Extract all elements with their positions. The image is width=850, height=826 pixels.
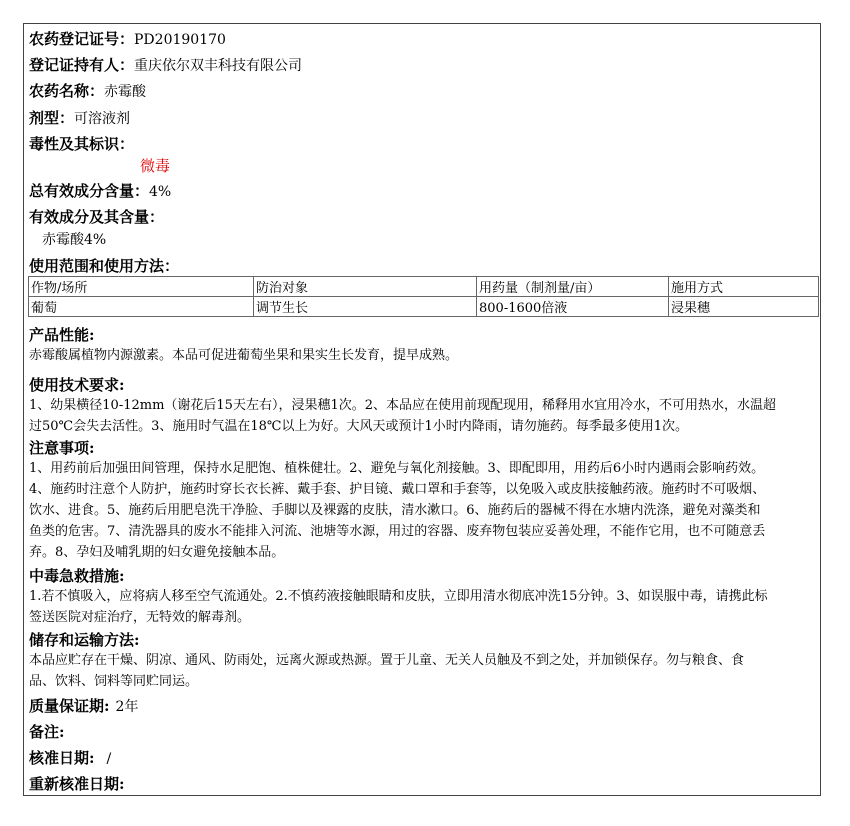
table-cell: 800-1600倍液 <box>477 297 669 317</box>
registration-row <box>29 28 816 49</box>
toxicity-label: 毒性及其标识： <box>29 135 135 153</box>
precautions-line: 鱼类的危害。7、清洗器具的废水不能排入河流、池塘等水源，用过的容器、废弃物包装应妥善处理，不能作它用，也不可随意丢 <box>29 524 766 539</box>
holder-value: 重庆依尔双丰科技有限公司 <box>134 58 303 74</box>
storage-line: 本品应贮存在干燥、阴凉、通风、防雨处，远离火源或热源。置于儿童、无关人员触及不到之处，并加锁保存。勿与粮食、食 <box>29 653 745 668</box>
first-aid-line: 1.若不慎吸入，应将病人移至空气流通处。2.不慎药液接触眼睛和皮肤，立即用清水彻底冲洗15分钟。3、如误服中毒，请携此标 <box>29 589 768 604</box>
table-cell: 浸果穗 <box>669 297 819 317</box>
warranty-row <box>29 695 816 716</box>
table-cell: 葡萄 <box>29 297 254 317</box>
warranty-value: 2年 <box>115 699 139 715</box>
approval-date-row <box>29 747 816 768</box>
performance-text: 赤霉酸属植物内源激素。本品可促进葡萄坐果和果实生长发育，提早成熟。 <box>29 348 459 363</box>
technique-line: 过50℃会失去活性。3、施用时气温在18℃以上为好。大风天或预计1小时内降雨，请勿施药。每季最多使用1次。 <box>29 419 688 434</box>
formulation-label: 剂型： <box>29 109 75 127</box>
table-header-cell: 施用方式 <box>669 277 819 297</box>
holder-row <box>29 54 816 75</box>
ingredients-row <box>29 206 816 227</box>
reapproval-date-row <box>29 773 816 794</box>
first-aid-line: 签送医院对症治疗，无特效的解毒剂。 <box>29 610 251 625</box>
total-content-label: 总有效成分含量： <box>29 182 150 200</box>
name-label: 农药名称： <box>29 82 105 100</box>
storage-section <box>29 629 816 692</box>
name-row <box>29 80 816 101</box>
reapproval-date-label: 重新核准日期: <box>29 775 125 793</box>
table-cell: 调节生长 <box>254 297 477 317</box>
usage-row <box>29 255 816 276</box>
precautions-line: 饮水、进食。5、施药后用肥皂洗干净脸、手脚以及裸露的皮肤，清水漱口。6、施药后的器械不得在水塘内洗涤，避免对藻类和 <box>29 503 761 518</box>
table-header-cell: 用药量（制剂量/亩） <box>477 277 669 297</box>
table-row <box>29 297 819 317</box>
first-aid-section <box>29 565 816 628</box>
label-document <box>23 23 821 796</box>
usage-table <box>28 276 819 317</box>
total-content-row <box>29 180 816 201</box>
first-aid-label: 中毒急救措施: <box>29 567 125 585</box>
table-header-cell: 防治对象 <box>254 277 477 297</box>
warranty-label: 质量保证期: <box>29 697 110 715</box>
ingredients-value: 赤霉酸4% <box>42 232 107 248</box>
formulation-row <box>29 107 816 128</box>
holder-label: 登记证持有人： <box>29 56 135 74</box>
notes-label: 备注: <box>29 723 65 741</box>
precautions-line: 1、用药前后加强田间管理，保持水足肥饱、植株健壮。2、避免与氧化剂接触。3、即配即用，用药后6小时内遇雨会影响药效。 <box>29 461 765 476</box>
performance-label: 产品性能: <box>29 326 95 344</box>
storage-line: 品、饮料、饲料等同贮同运。 <box>29 674 199 689</box>
total-content-value: 4% <box>149 184 172 200</box>
technique-label: 使用技术要求: <box>29 376 125 394</box>
registration-label: 农药登记证号： <box>29 30 135 48</box>
technique-section <box>29 374 816 437</box>
precautions-line: 4、施药时注意个人防护，施药时穿长衣长裤、戴手套、护目镜、戴口罩和手套等，以免吸入或皮肤接触药液。施药时不可吸烟、 <box>29 482 766 497</box>
storage-label: 储存和运输方法: <box>29 631 140 649</box>
formulation-value: 可溶液剂 <box>74 111 131 127</box>
approval-date-label: 核准日期: <box>29 749 95 767</box>
performance-section <box>29 324 816 366</box>
precautions-section <box>29 437 816 563</box>
notes-row <box>29 721 816 742</box>
table-header-row <box>29 277 819 297</box>
table-header-cell: 作物/场所 <box>29 277 254 297</box>
name-value: 赤霉酸 <box>104 84 147 100</box>
usage-label: 使用范围和使用方法： <box>29 257 180 275</box>
toxicity-value: 微毒 <box>140 157 171 175</box>
precautions-label: 注意事项: <box>29 439 95 457</box>
technique-line: 1、幼果横径10-12mm（谢花后15天左右），浸果穗1次。2、本品应在使用前现配现用，稀释用水宜用冷水，不可用热水，水温超 <box>29 398 776 413</box>
precautions-line: 弃。8、孕妇及哺乳期的妇女避免接触本品。 <box>29 545 285 560</box>
approval-date-value: / <box>106 751 112 767</box>
ingredients-label: 有效成分及其含量： <box>29 208 165 226</box>
registration-value: PD20190170 <box>134 32 226 48</box>
toxicity-row <box>29 133 816 154</box>
